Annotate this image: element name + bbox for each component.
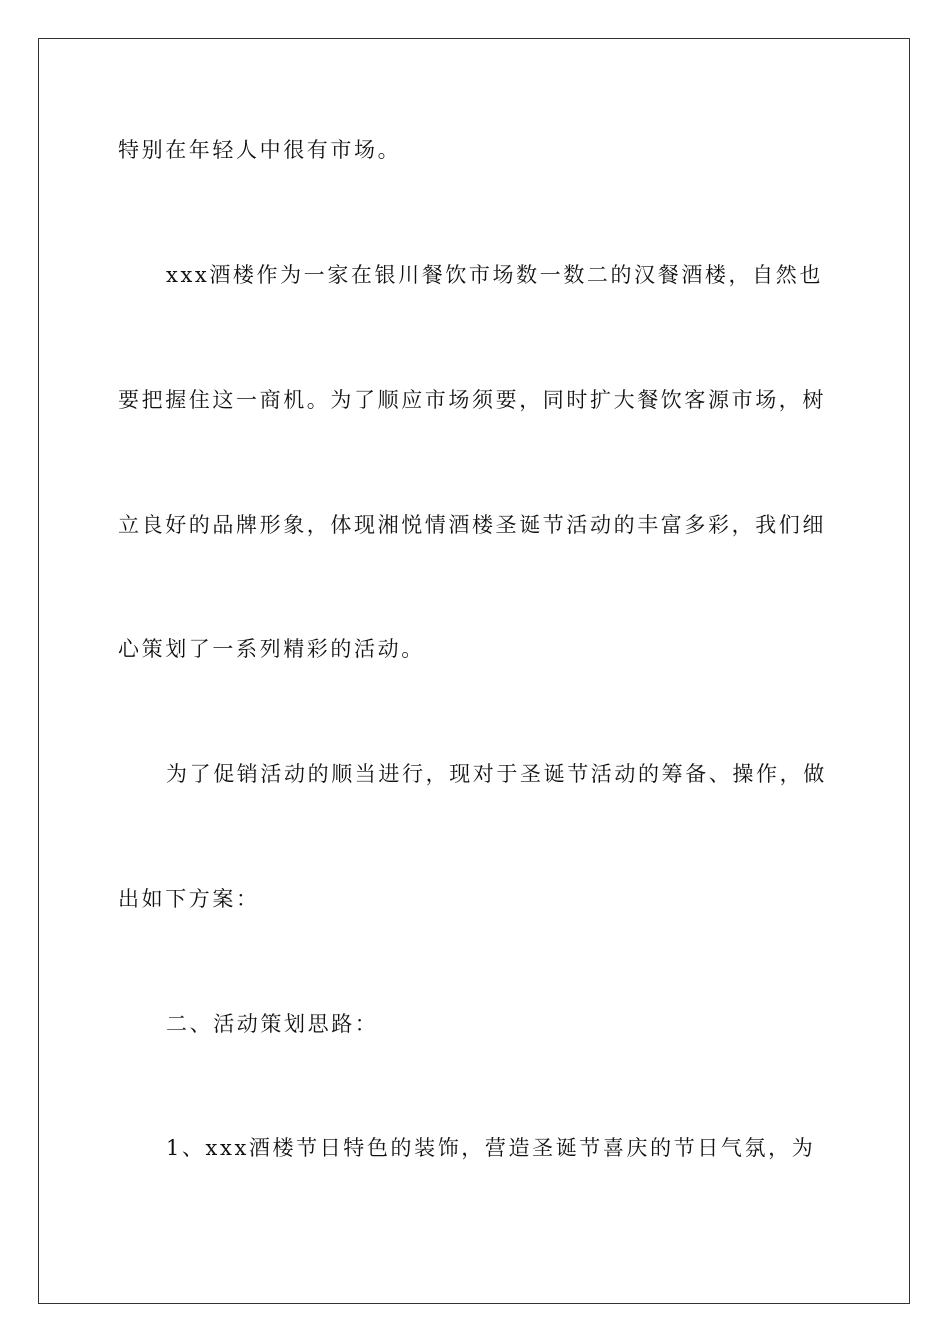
list-item-1: 1、xxx酒楼节日特色的装饰，营造圣诞节喜庆的节日气氛，为 [166,1136,816,1160]
paragraph-line-2: xxx酒楼作为一家在银川餐饮市场数一数二的汉餐酒楼，自然也 [166,263,823,287]
paragraph-line-1: 特别在年轻人中很有市场。 [118,138,402,162]
page-border [38,38,910,1304]
paragraph-line-3: 要把握住这一商机。为了顺应市场须要，同时扩大餐饮客源市场，树 [118,388,826,412]
paragraph-line-4: 立良好的品牌形象，体现湘悦情酒楼圣诞节活动的丰富多彩，我们细 [118,513,826,537]
paragraph-line-7: 出如下方案： [118,887,260,911]
paragraph-line-6: 为了促销活动的顺当进行，现对于圣诞节活动的筹备、操作，做 [166,762,827,786]
section-heading: 二、活动策划思路： [166,1012,379,1036]
paragraph-line-5: 心策划了一系列精彩的活动。 [118,637,425,661]
